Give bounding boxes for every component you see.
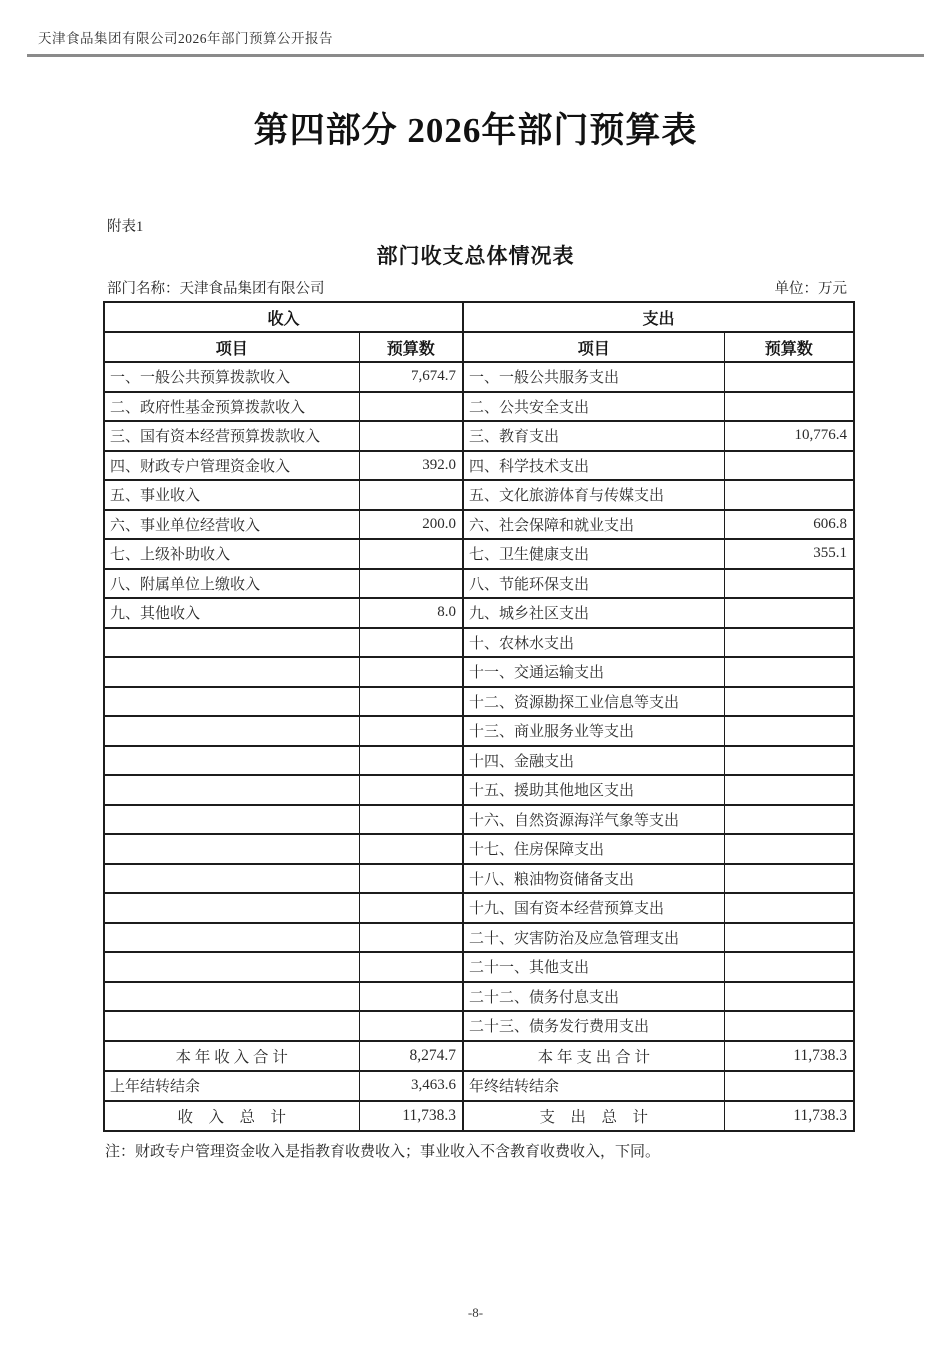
table-row — [104, 657, 854, 687]
income-item-cell — [104, 982, 359, 1012]
table-row — [104, 775, 854, 805]
expense-value-cell — [724, 952, 854, 982]
expense-value-cell — [724, 362, 854, 392]
table-row — [104, 598, 854, 628]
expense-item-cell: 二十二、债务付息支出 — [463, 982, 724, 1012]
table-row — [104, 805, 854, 835]
table-row — [104, 362, 854, 392]
budget-summary-table — [103, 301, 855, 1132]
summary-row — [104, 1101, 854, 1131]
income-value-cell — [359, 716, 463, 746]
income-item-cell: 收 入 总 计 — [104, 1101, 359, 1131]
expense-value-cell — [724, 834, 854, 864]
table-row — [104, 716, 854, 746]
page-title: 第四部分 2026年部门预算表 — [253, 111, 698, 150]
expense-item-cell: 二十三、债务发行费用支出 — [463, 1011, 724, 1041]
expense-value-cell — [724, 480, 854, 510]
expense-item-cell: 一、一般公共服务支出 — [463, 362, 724, 392]
table-meta-row — [107, 277, 847, 298]
income-value-cell — [359, 834, 463, 864]
expense-value-cell: 11,738.3 — [724, 1041, 854, 1071]
table-row — [104, 451, 854, 481]
income-item-cell — [104, 834, 359, 864]
income-item-cell — [104, 746, 359, 776]
report-header-text: 天津食品集团有限公司2026年部门预算公开报告 — [38, 31, 333, 46]
income-value-cell: 200.0 — [359, 510, 463, 540]
expense-value-cell — [724, 1071, 854, 1101]
income-item-cell — [104, 864, 359, 894]
expense-item-cell: 十四、金融支出 — [463, 746, 724, 776]
table-row — [104, 392, 854, 422]
income-item-cell: 四、财政专户管理资金收入 — [104, 451, 359, 481]
expense-item-cell: 十九、国有资本经营预算支出 — [463, 893, 724, 923]
expense-item-cell: 十八、粮油物资储备支出 — [463, 864, 724, 894]
expense-value-cell — [724, 569, 854, 599]
income-value-cell — [359, 746, 463, 776]
expense-item-cell: 五、文化旅游体育与传媒支出 — [463, 480, 724, 510]
income-item-cell — [104, 628, 359, 658]
expense-item-cell: 二、公共安全支出 — [463, 392, 724, 422]
income-value-cell: 7,674.7 — [359, 362, 463, 392]
column-header-row — [104, 332, 854, 362]
expense-item-cell: 十三、商业服务业等支出 — [463, 716, 724, 746]
income-item-cell: 九、其他收入 — [104, 598, 359, 628]
expense-item-cell: 支 出 总 计 — [463, 1101, 724, 1131]
income-value-cell: 8.0 — [359, 598, 463, 628]
income-item-cell: 一、一般公共预算拨款收入 — [104, 362, 359, 392]
income-item-cell — [104, 893, 359, 923]
page-number: -8- — [467, 1305, 484, 1320]
table-row — [104, 539, 854, 569]
expense-value-cell: 10,776.4 — [724, 421, 854, 451]
income-value-cell — [359, 687, 463, 717]
income-item-cell — [104, 657, 359, 687]
expense-value-cell — [724, 746, 854, 776]
income-item-cell — [104, 716, 359, 746]
table-title: 部门收支总体情况表 — [376, 245, 575, 268]
income-item-cell: 本 年 收 入 合 计 — [104, 1041, 359, 1071]
income-item-cell: 七、上级补助收入 — [104, 539, 359, 569]
expense-value-cell — [724, 392, 854, 422]
income-value-cell — [359, 392, 463, 422]
expense-value-cell — [724, 893, 854, 923]
attachment-label: 附表1 — [107, 219, 144, 235]
income-item-cell — [104, 1011, 359, 1041]
expense-section-header: 支出 — [463, 302, 854, 332]
income-item-cell: 二、政府性基金预算拨款收入 — [104, 392, 359, 422]
expense-item-cell: 四、科学技术支出 — [463, 451, 724, 481]
expense-value-cell: 11,738.3 — [724, 1101, 854, 1131]
expense-value-cell — [724, 451, 854, 481]
income-item-cell: 上年结转结余 — [104, 1071, 359, 1101]
income-item-cell — [104, 805, 359, 835]
expense-value-cell — [724, 1011, 854, 1041]
income-item-header: 项目 — [104, 332, 359, 362]
expense-value-cell — [724, 716, 854, 746]
table-row — [104, 628, 854, 658]
income-value-cell — [359, 1011, 463, 1041]
income-item-cell: 八、附属单位上缴收入 — [104, 569, 359, 599]
expense-item-cell: 十六、自然资源海洋气象等支出 — [463, 805, 724, 835]
table-row — [104, 893, 854, 923]
income-value-cell — [359, 569, 463, 599]
table-row — [104, 687, 854, 717]
income-value-cell: 8,274.7 — [359, 1041, 463, 1071]
expense-item-cell: 十一、交通运输支出 — [463, 657, 724, 687]
expense-item-cell: 十七、住房保障支出 — [463, 834, 724, 864]
expense-value-cell — [724, 598, 854, 628]
income-value-cell — [359, 805, 463, 835]
expense-value-cell — [724, 923, 854, 953]
expense-item-cell: 二十一、其他支出 — [463, 952, 724, 982]
expense-budget-header: 预算数 — [724, 332, 854, 362]
income-item-cell — [104, 687, 359, 717]
section-header-row — [104, 302, 854, 332]
income-item-cell — [104, 952, 359, 982]
income-value-cell — [359, 657, 463, 687]
expense-value-cell — [724, 982, 854, 1012]
income-value-cell — [359, 628, 463, 658]
expense-item-cell: 年终结转结余 — [463, 1071, 724, 1101]
table-row — [104, 510, 854, 540]
table-note: 注：财政专户管理资金收入是指教育收费收入；事业收入不含教育收费收入，下同。 — [105, 1144, 661, 1160]
income-budget-header: 预算数 — [359, 332, 463, 362]
expense-value-cell — [724, 775, 854, 805]
expense-value-cell — [724, 864, 854, 894]
expense-item-header: 项目 — [463, 332, 724, 362]
income-value-cell — [359, 421, 463, 451]
expense-value-cell: 355.1 — [724, 539, 854, 569]
expense-item-cell: 九、城乡社区支出 — [463, 598, 724, 628]
table-row — [104, 952, 854, 982]
income-value-cell — [359, 952, 463, 982]
summary-row — [104, 1041, 854, 1071]
income-value-cell — [359, 923, 463, 953]
income-item-cell: 三、国有资本经营预算拨款收入 — [104, 421, 359, 451]
income-value-cell — [359, 864, 463, 894]
income-item-cell — [104, 923, 359, 953]
income-item-cell: 五、事业收入 — [104, 480, 359, 510]
income-value-cell — [359, 480, 463, 510]
income-value-cell — [359, 775, 463, 805]
table-row — [104, 1011, 854, 1041]
income-item-cell — [104, 775, 359, 805]
header-rule — [27, 54, 924, 57]
income-value-cell: 3,463.6 — [359, 1071, 463, 1101]
expense-item-cell: 六、社会保障和就业支出 — [463, 510, 724, 540]
income-value-cell — [359, 893, 463, 923]
expense-item-cell: 十、农林水支出 — [463, 628, 724, 658]
income-value-cell — [359, 982, 463, 1012]
expense-item-cell: 十二、资源勘探工业信息等支出 — [463, 687, 724, 717]
table-row — [104, 834, 854, 864]
summary-row — [104, 1071, 854, 1101]
income-value-cell — [359, 539, 463, 569]
income-value-cell: 11,738.3 — [359, 1101, 463, 1131]
expense-value-cell — [724, 657, 854, 687]
income-section-header: 收入 — [104, 302, 463, 332]
expense-item-cell: 三、教育支出 — [463, 421, 724, 451]
table-row — [104, 480, 854, 510]
expense-item-cell: 二十、灾害防治及应急管理支出 — [463, 923, 724, 953]
table-row — [104, 923, 854, 953]
table-row — [104, 421, 854, 451]
income-item-cell: 六、事业单位经营收入 — [104, 510, 359, 540]
table-row — [104, 982, 854, 1012]
expense-value-cell: 606.8 — [724, 510, 854, 540]
unit-label: 单位：万元 — [774, 281, 847, 297]
expense-item-cell: 本 年 支 出 合 计 — [463, 1041, 724, 1071]
table-row — [104, 864, 854, 894]
table-row — [104, 746, 854, 776]
expense-item-cell: 八、节能环保支出 — [463, 569, 724, 599]
income-value-cell: 392.0 — [359, 451, 463, 481]
expense-value-cell — [724, 805, 854, 835]
department-name-label: 部门名称：天津食品集团有限公司 — [107, 281, 325, 297]
expense-value-cell — [724, 628, 854, 658]
expense-item-cell: 七、卫生健康支出 — [463, 539, 724, 569]
table-row — [104, 569, 854, 599]
expense-item-cell: 十五、援助其他地区支出 — [463, 775, 724, 805]
expense-value-cell — [724, 687, 854, 717]
